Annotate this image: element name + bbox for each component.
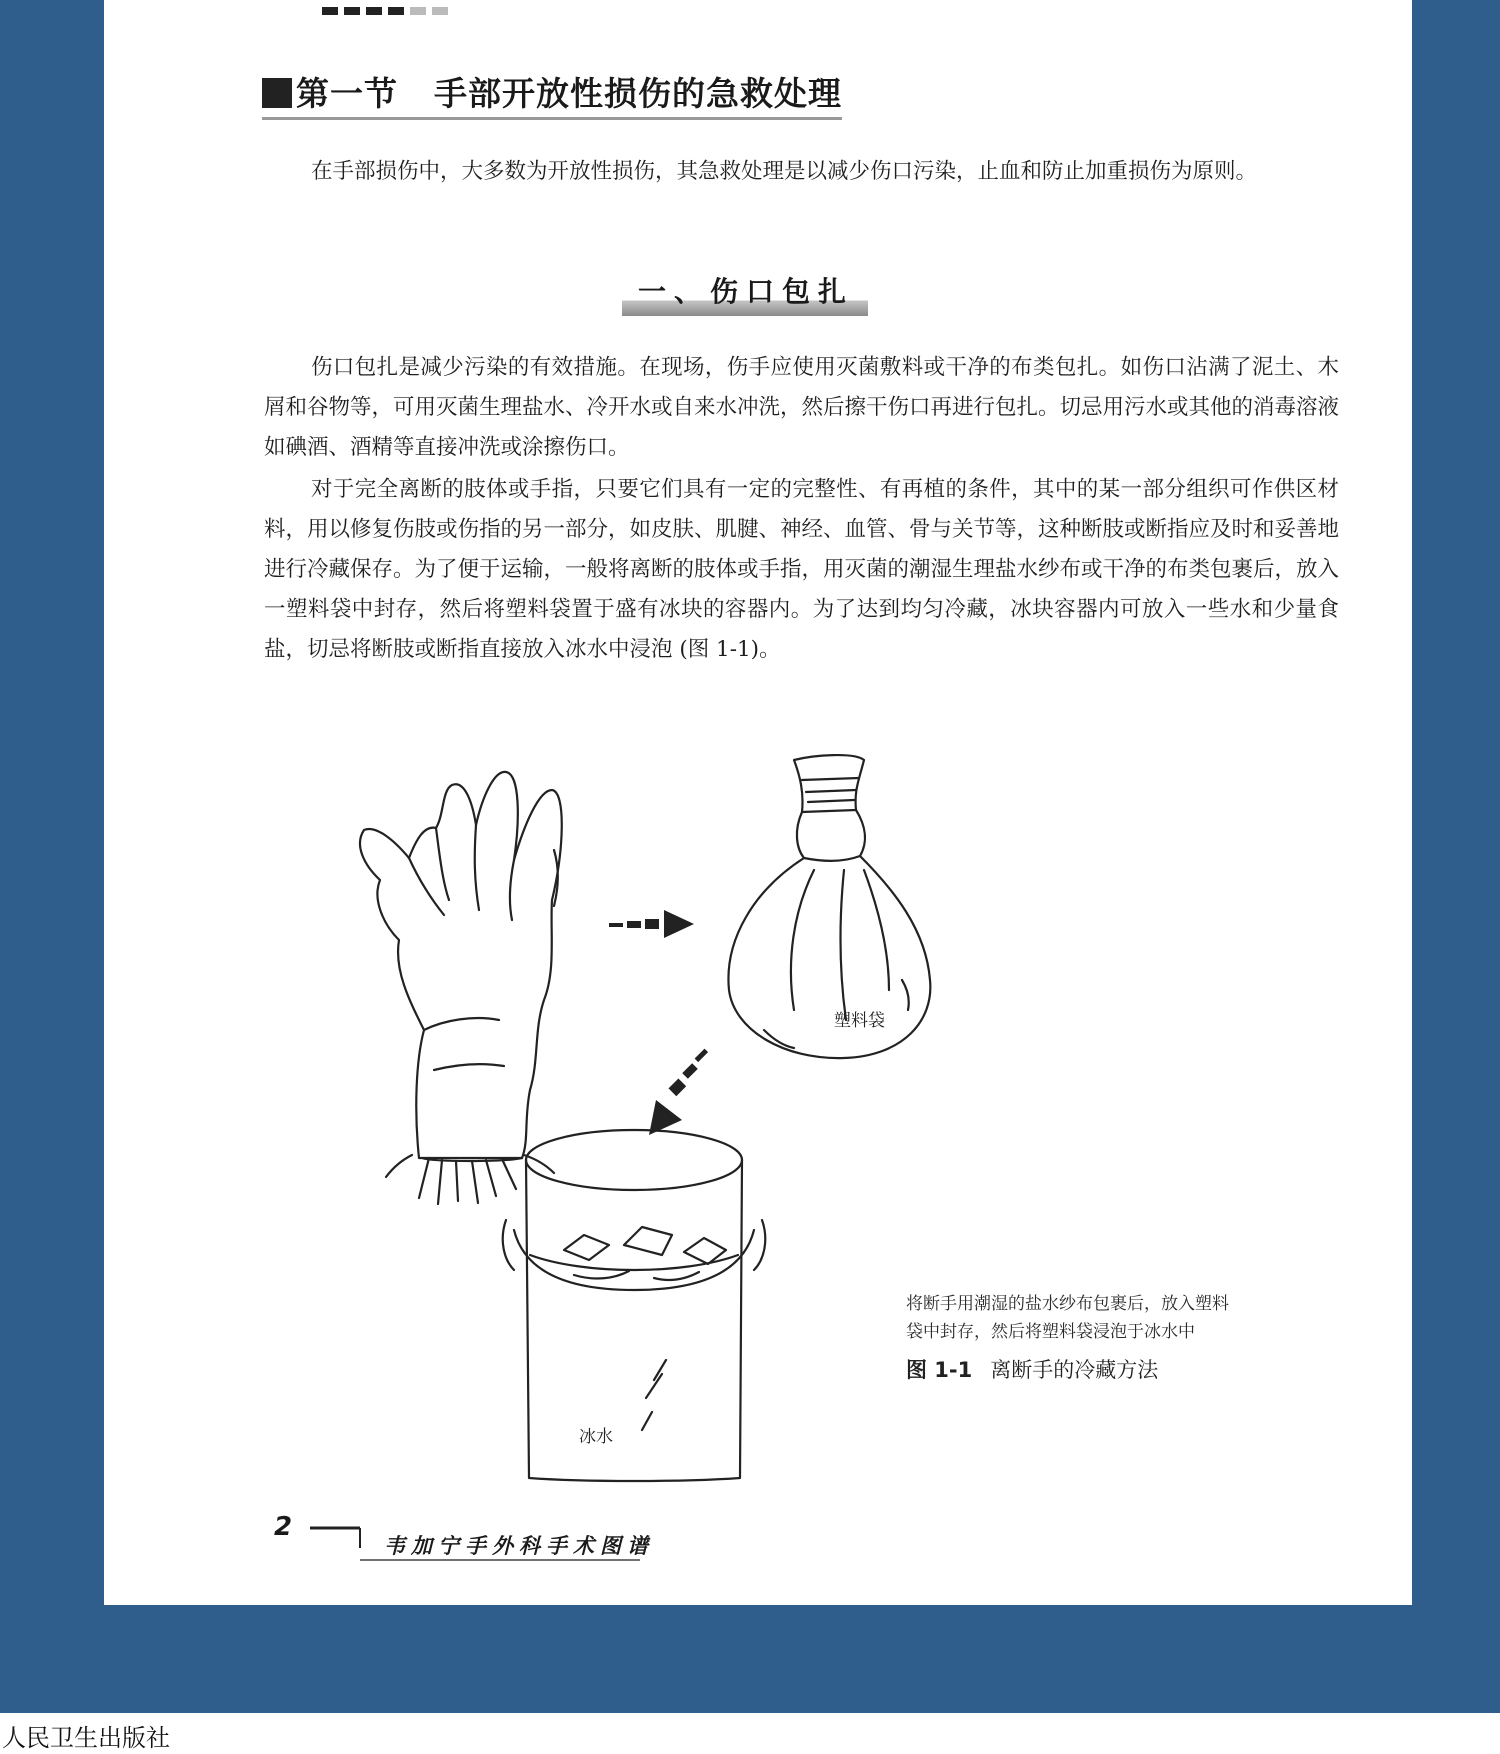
figure-number: 图 1-1 xyxy=(906,1358,973,1382)
ice-water-label: 冰水 xyxy=(579,1427,613,1447)
heading-square-icon xyxy=(262,78,292,108)
page-number: 2 xyxy=(274,1512,293,1542)
figure-caption-note xyxy=(906,1290,1326,1346)
amputated-hand-drawing xyxy=(360,772,562,1204)
plastic-bag-drawing xyxy=(728,755,930,1058)
section-title: 手部开放性损伤的急救处理 xyxy=(434,74,842,113)
caption-line: 将断手用潮湿的盐水纱布包裹后，放入塑料 xyxy=(906,1294,1229,1314)
arrow-down xyxy=(649,1049,708,1135)
bag-label: 塑料袋 xyxy=(834,1011,885,1031)
arrow-right xyxy=(609,910,694,938)
ice-bucket-drawing xyxy=(503,1130,766,1481)
subsection-heading: 一、伤口包扎 xyxy=(622,270,868,316)
publisher-name: 人民卫生出版社 xyxy=(2,1724,170,1752)
caption-line: 袋中封存，然后将塑料袋浸泡于冰水中 xyxy=(906,1322,1195,1342)
paragraph-wound-dressing: 伤口包扎是减少污染的有效措施。在现场，伤手应使用灭菌敷料或干净的布类包扎。如伤口沾满了泥土、木屑和谷物等，可用灭菌生理盐水、冷开水或自来水冲洗，然后擦干伤口再进行包扎。切忌用污水或其他的消毒溶液如碘酒、酒精等直接冲洗或涂擦伤口。 xyxy=(264,355,1340,460)
intro-paragraph: 在手部损伤中，大多数为开放性损伤，其急救处理是以减少伤口污染，止血和防止加重损伤为原则。 xyxy=(311,159,1258,184)
previous-page-remnant xyxy=(322,0,572,8)
section-number: 第一节 xyxy=(296,74,398,113)
paragraph-amputated-limb: 对于完全离断的肢体或手指，只要它们具有一定的完整性、有再植的条件，其中的某一部分组织可作供区材料，用以修复伤肢或伤指的另一部分，如皮肤、肌腱、神经、血管、骨与关节等，这种断肢或断指应及时和妥善地进行冷藏保存。为了便于运输，一般将离断的肢体或手指，用灭菌的潮湿生理盐水纱布或干净的布类包裹后，放入一塑料袋中封存，然后将塑料袋置于盛有冰块的容器内。为了达到均匀冷藏，冰块容器内可放入一些水和少量食盐，切忌将断肢或断指直接放入冰水中浸泡 (图 1-1)。 xyxy=(264,477,1340,662)
figure-title: 离断手的冷藏方法 xyxy=(990,1358,1159,1382)
figure-label xyxy=(906,1354,1158,1384)
book-page xyxy=(104,0,1412,1605)
section-heading xyxy=(262,68,842,120)
running-book-title: 韦加宁手外科手术图谱 xyxy=(384,1533,654,1558)
